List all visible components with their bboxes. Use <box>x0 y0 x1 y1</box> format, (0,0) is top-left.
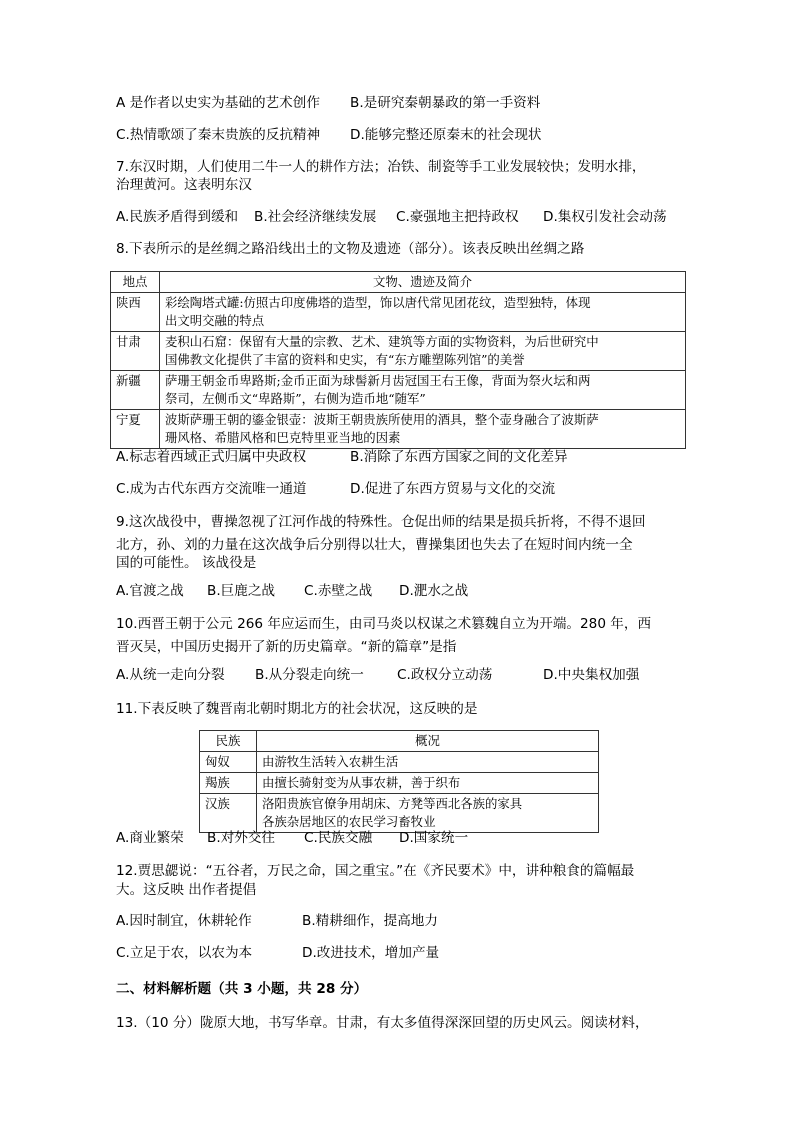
question-10-option-d: D.中央集权加强 <box>543 667 640 683</box>
people-cell: 匈奴 <box>200 752 257 773</box>
description-cell <box>160 332 686 371</box>
description-line: 彩绘陶塔式罐:仿照古印度佛塔的造型，饰以唐代常见团花纹，造型独特，体现 <box>165 295 591 310</box>
question-9-stem: 北方，孙、刘的力量在这次战争后分别得以壮大，曹操集团也失去了在短时间内统一全 <box>116 537 633 553</box>
question-7-stem: 治理黄河。这表明东汉 <box>116 177 252 193</box>
question-13-stem: 13.（10 分）陇原大地，书写华章。甘肃，有太多值得深深回望的历史风云。阅读材料， <box>116 1015 649 1031</box>
question-9-option-c: C.赤壁之战 <box>304 583 373 599</box>
table-row <box>200 794 599 833</box>
question-11-option-a: A.商业繁荣 <box>116 830 184 846</box>
question-7-option-a: A.民族矛盾得到缓和 <box>116 209 239 225</box>
table-row <box>111 332 686 371</box>
question-12-option-a: A.因时制宜，休耕轮作 <box>116 913 252 929</box>
overview-cell <box>257 773 599 794</box>
question-12-option-d: D.改进技术，增加产量 <box>302 945 440 961</box>
description-line: 珊风格、希腊风格和巴克特里亚当地的因素 <box>165 430 401 445</box>
question-7-option-b: B.社会经济继续发展 <box>254 209 377 225</box>
question-8-option-d: D.促进了东西方贸易与文化的交流 <box>350 481 556 497</box>
question-8-option-a: A.标志着西域正式归属中央政权 <box>116 449 307 465</box>
table-header-row <box>111 272 686 293</box>
table-row <box>111 410 686 449</box>
ethnic-table <box>199 730 599 833</box>
people-cell: 汉族 <box>200 794 257 833</box>
option-line: C.热情歌颂了秦末贵族的反抗精神 <box>116 127 321 143</box>
description-line: 萨珊王朝金币卑路斯;金币正面为球髻新月齿冠国王右王像，背面为祭火坛和两 <box>165 373 591 388</box>
question-10-option-b: B.从分裂走向统一 <box>255 667 364 683</box>
place-cell: 陕西 <box>111 293 160 332</box>
question-10-option-a: A.从统一走向分裂 <box>116 667 225 683</box>
question-7-option-c: C.豪强地主把持政权 <box>396 209 519 225</box>
overview-cell <box>257 794 599 833</box>
description-line: 波斯萨珊王朝的鎏金银壶：波斯王朝贵族所使用的酒具，整个壶身融合了波斯萨 <box>165 412 599 427</box>
question-7-option-d: D.集权引发社会动荡 <box>543 209 667 225</box>
overview-line: 由游牧生活转入农耕生活 <box>262 754 399 769</box>
question-10-stem: 10.西晋王朝于公元 266 年应运而生，由司马炎以权谋之术篡魏自立为开端。280 年，西 <box>116 616 652 632</box>
question-10-option-c: C.政权分立动荡 <box>397 667 493 683</box>
description-line: 麦积山石窟：保留有大量的宗教、艺术、建筑等方面的实物资料，为后世研究中 <box>165 334 599 349</box>
description-line: 出文明交融的特点 <box>165 313 265 328</box>
silk-road-table <box>110 271 686 449</box>
column-header: 概况 <box>257 731 599 752</box>
question-8-option-b: B.消除了东西方国家之间的文化差异 <box>350 449 568 465</box>
option-line: D.能够完整还原秦末的社会现状 <box>350 127 542 143</box>
question-9-stem: 国的可能性。 该战役是 <box>116 555 257 571</box>
question-9-stem: 9.这次战役中，曹操忽视了江河作战的特殊性。仓促出师的结果是损兵折将，不得不退回 <box>116 514 646 530</box>
question-8-stem: 8.下表所示的是丝绸之路沿线出土的文物及遗迹（部分）。该表反映出丝绸之路 <box>116 241 585 257</box>
people-cell: 羯族 <box>200 773 257 794</box>
description-line: 国佛教文化提供了丰富的资料和史实，有“东方雕塑陈列馆”的美誉 <box>165 352 525 367</box>
question-12-option-b: B.精耕细作，提高地力 <box>302 913 438 929</box>
question-12-stem: 大。这反映 出作者提倡 <box>116 882 257 898</box>
question-12-stem: 12.贾思勰说：“五谷者，万民之命，国之重宝。”在《齐民要术》中，讲种粮食的篇幅最 <box>116 863 635 879</box>
description-cell <box>160 410 686 449</box>
question-9-option-b: B.巨鹿之战 <box>207 583 276 599</box>
question-7-stem: 7.东汉时期，人们使用二牛一人的耕作方法；冶铁、制瓷等手工业发展较快；发明水排， <box>116 159 646 175</box>
question-11-option-b: B.对外交往 <box>207 830 276 846</box>
column-header: 文物、遗迹及简介 <box>160 272 686 293</box>
question-11-option-d: D.国家统一 <box>399 830 469 846</box>
place-cell: 新疆 <box>111 371 160 410</box>
column-header: 民族 <box>200 731 257 752</box>
place-cell: 宁夏 <box>111 410 160 449</box>
overview-line: 洛阳贵族官僚争用胡床、方凳等西北各族的家具 <box>262 796 523 811</box>
option-line: B.是研究秦朝暴政的第一手资料 <box>350 95 541 111</box>
question-11-option-c: C.民族交融 <box>304 830 373 846</box>
option-line: A 是作者以史实为基础的艺术创作 <box>116 95 320 111</box>
question-9-option-d: D.淝水之战 <box>399 583 469 599</box>
table-row <box>111 371 686 410</box>
section-heading: 二、材料解析题（共 3 小题，共 28 分） <box>116 981 368 997</box>
overview-line: 由擅长骑射变为从事农耕，善于织布 <box>262 775 461 790</box>
overview-cell <box>257 752 599 773</box>
question-12-option-c: C.立足于农，以农为本 <box>116 945 253 961</box>
description-cell <box>160 371 686 410</box>
question-8-option-c: C.成为古代东西方交流唯一通道 <box>116 481 307 497</box>
description-cell <box>160 293 686 332</box>
table-row <box>200 752 599 773</box>
question-9-option-a: A.官渡之战 <box>116 583 184 599</box>
question-11-stem: 11.下表反映了魏晋南北朝时期北方的社会状况，这反映的是 <box>116 701 478 717</box>
table-row <box>200 773 599 794</box>
question-10-stem: 晋灭吴，中国历史揭开了新的历史篇章。“新的篇章”是指 <box>116 639 457 655</box>
table-row <box>111 293 686 332</box>
table-header-row <box>200 731 599 752</box>
column-header: 地点 <box>111 272 160 293</box>
description-line: 祭司，左侧币文“卑路斯”，右侧为造币地“随军” <box>165 391 426 406</box>
place-cell: 甘肃 <box>111 332 160 371</box>
overview-line: 各族杂居地区的农民学习畜牧业 <box>262 814 436 829</box>
